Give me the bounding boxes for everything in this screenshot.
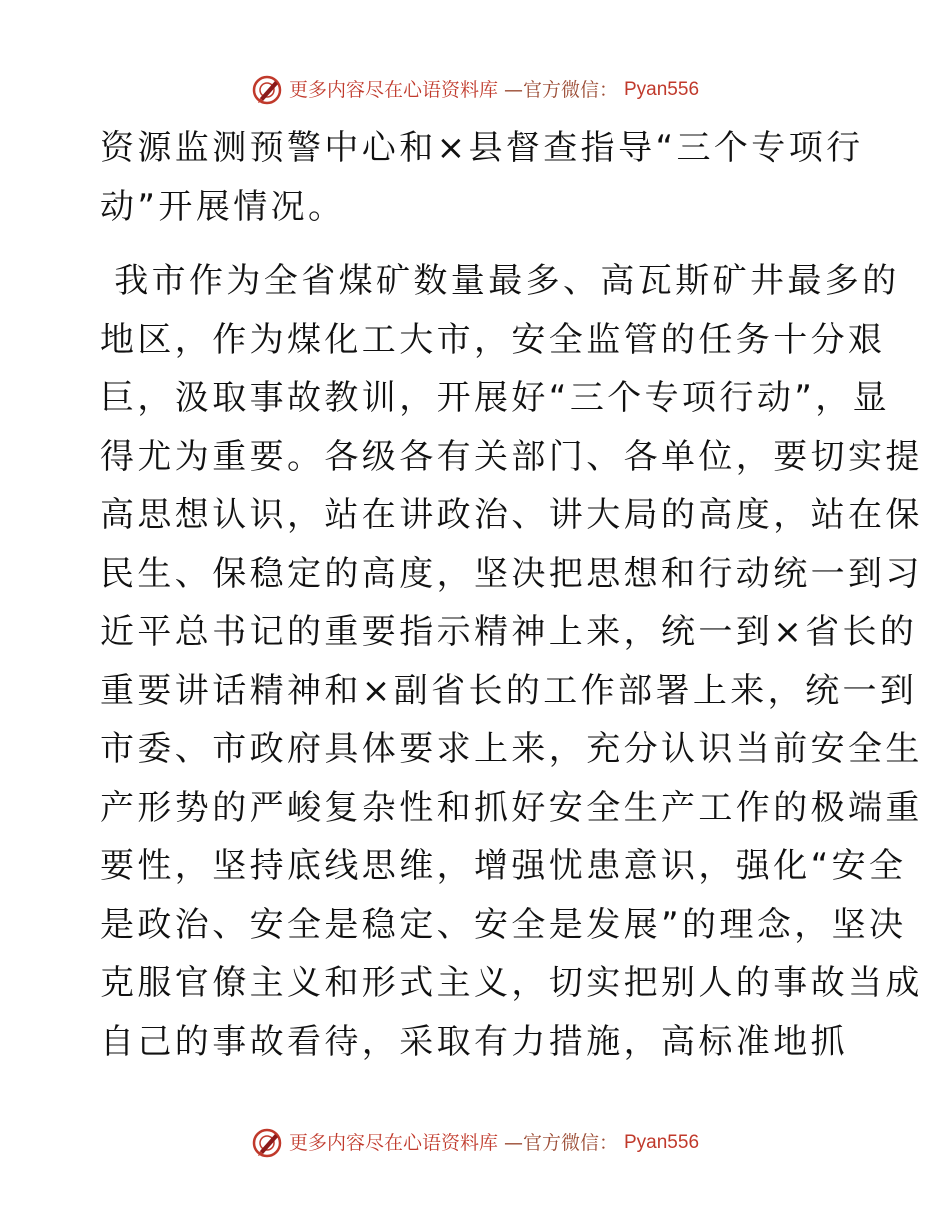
text-line: 要性，坚持底线思维，增强忧患意识，强化“安全 [100,846,907,886]
watermark-official-text: —官方微信： [503,79,618,101]
paragraph-2 [100,252,923,1071]
pen-logo-icon [251,1127,283,1159]
watermark-wechat-id: Pyan556 [624,1132,700,1153]
text-line: 自己的事故看待，采取有力措施，高标准地抓 [100,1021,848,1062]
watermark-wechat-id: Pyan556 [624,79,700,100]
pen-logo-icon [251,74,283,106]
text-line: 民生、保稳定的高度，坚决把思想和行动统一到习 [100,553,923,594]
watermark-brand-text: 更多内容尽在心语资料库 [288,79,498,101]
document-body [100,119,923,1071]
text-line: 动”开展情况。 [100,186,346,227]
text-line: 近平总书记的重要指示精神上来，统一到×省长的 [100,612,918,652]
footer-watermark [0,1127,950,1159]
text-line: 是政治、安全是稳定、安全是发展”的理念，坚决 [100,904,907,945]
text-line: 重要讲话精神和×副省长的工作部署上来，统一到 [100,670,918,711]
text-line: 我市作为全省煤矿数量最多、高瓦斯矿井最多的 [100,261,900,301]
text-line: 巨，汲取事故教训，开展好“三个专项行动”，显 [100,378,891,418]
text-line: 地区，作为煤化工大市，安全监管的任务十分艰 [100,319,886,360]
text-line: 市委、市政府具体要求上来，充分认识当前安全生 [100,729,923,769]
text-line: 得尤为重要。各级各有关部门、各单位，要切实提 [100,436,923,477]
paragraph-1 [100,119,864,236]
header-watermark [0,74,950,106]
text-line: 克服官僚主义和形式主义，切实把别人的事故当成 [100,963,923,1003]
text-line: 高思想认识，站在讲政治、讲大局的高度，站在保 [100,495,923,535]
text-line: 产形势的严峻复杂性和抓好安全生产工作的极端重 [100,787,923,828]
watermark-brand-text: 更多内容尽在心语资料库 [288,1132,498,1154]
text-line: 资源监测预警中心和×县督查指导“三个专项行 [100,128,864,168]
watermark-official-text: —官方微信： [503,1132,618,1154]
